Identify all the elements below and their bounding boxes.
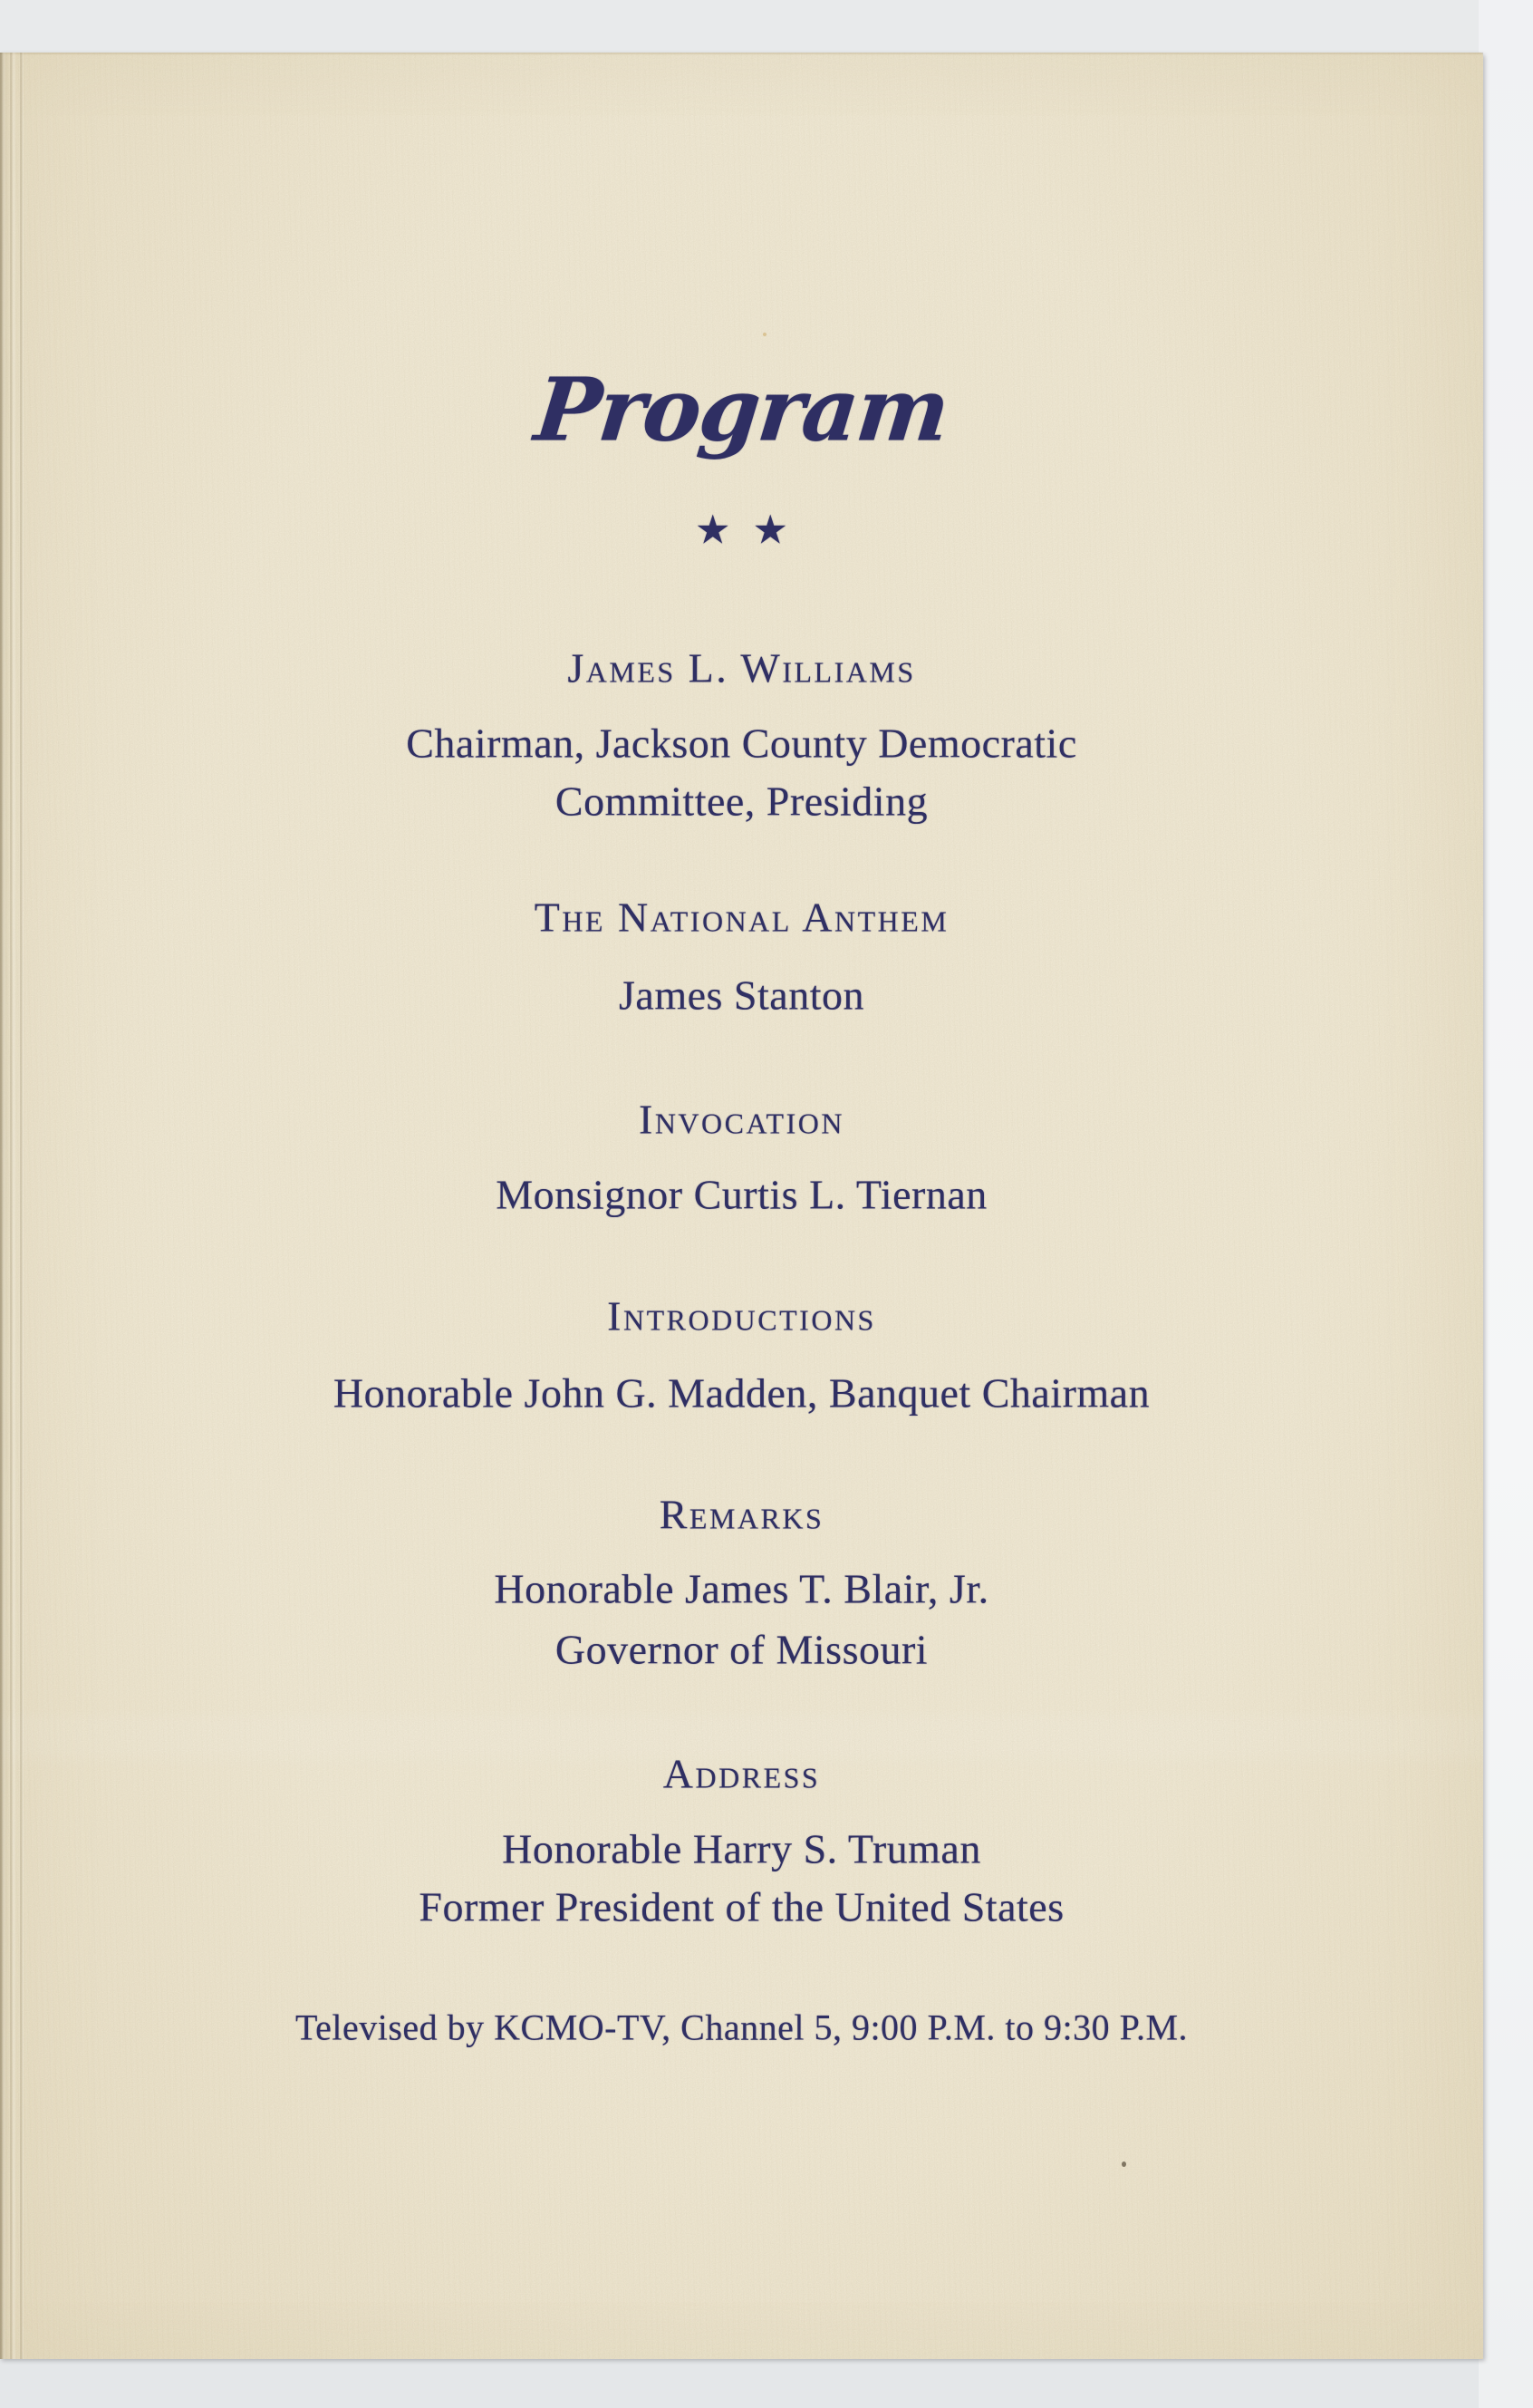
- section-heading-address: Address: [662, 1750, 821, 1797]
- section-line: Honorable James T. Blair, Jr.: [494, 1565, 989, 1612]
- section-line: Committee, Presiding: [554, 778, 929, 825]
- section-heading-national-anthem: The National Anthem: [534, 894, 950, 941]
- section-line: Honorable John G. Madden, Banquet Chairman: [333, 1369, 1151, 1417]
- program-title: Program: [530, 358, 953, 461]
- paper-speck: [1122, 2161, 1126, 2167]
- paper-speck: [763, 333, 766, 336]
- section-heading-introductions: Introductions: [607, 1292, 876, 1339]
- section-line: Chairman, Jackson County Democratic: [406, 720, 1077, 767]
- section-line: Monsignor Curtis L. Tiernan: [496, 1171, 988, 1218]
- section-heading-remarks: Remarks: [659, 1491, 824, 1538]
- decoration-stars: [0, 508, 1483, 554]
- section-heading-invocation: Invocation: [639, 1096, 844, 1143]
- star-icon: ★: [695, 508, 731, 553]
- section-heading-chairman: James L. Williams: [567, 644, 916, 691]
- section-line: Former President of the United States: [419, 1883, 1065, 1930]
- televised-note: Televised by KCMO-TV, Channel 5, 9:00 P.M. to 9:30 P.M.: [294, 2007, 1189, 2048]
- section-line: Governor of Missouri: [554, 1626, 929, 1673]
- program-page: [0, 53, 1483, 2359]
- section-line: Honorable Harry S. Truman: [502, 1825, 981, 1872]
- star-icon: ★: [752, 508, 788, 553]
- section-line: James Stanton: [619, 972, 864, 1019]
